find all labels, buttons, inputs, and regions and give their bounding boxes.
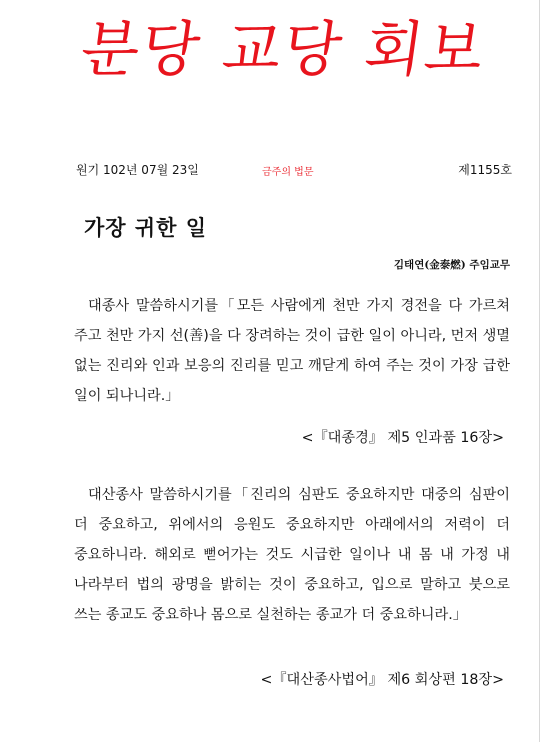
issue-number: 제1155호 — [458, 163, 512, 177]
masthead-word: 분당 — [76, 15, 207, 85]
scripture-citation: <『대산종사법어』 제6 회상편 18장> — [260, 672, 504, 688]
newsletter-masthead — [76, 2, 514, 88]
issue-info-line — [76, 161, 516, 181]
issue-date: 원기 102년 07월 23일 — [76, 163, 199, 177]
sermon-paragraph: 대산종사 말씀하시기를「진리의 심판도 중요하지만 대중의 심판이 더 중요하고, 위에서의 응원도 중요하지만 아래에서의 저력이 더 중요하니라. 해외로 뻗어가는 것도 시급한 일이나 내 몸 내 가정 내 나라부터 법의 광명을 밝히는 것이 중요하고, 입으로 말하고 붓으로 쓰는 종교도 중요하나 몸으로 실천하는 종교가 더 중요하니라.」 — [74, 487, 510, 623]
masthead-word: 교당 — [218, 15, 349, 85]
sermon-paragraph: 대종사 말씀하시기를「모든 사람에게 천만 가지 경전을 다 가르쳐 주고 천만 가지 선(善)을 다 장려하는 것이 급한 일이 아니라, 먼저 생멸 없는 진리와 인과 보응의 진리를 믿고 깨닫게 하여 주는 것이 가장 급한 일이 되나니라.」 — [74, 298, 510, 404]
article-author: 김태연(金泰燃) 주임교무 — [393, 259, 510, 271]
masthead-word: 회보 — [360, 15, 490, 85]
article-title: 가장 귀한 일 — [84, 216, 208, 240]
scripture-citation: <『대종경』 제5 인과품 16장> — [301, 430, 504, 446]
column-name: 금주의 법문 — [262, 167, 314, 178]
